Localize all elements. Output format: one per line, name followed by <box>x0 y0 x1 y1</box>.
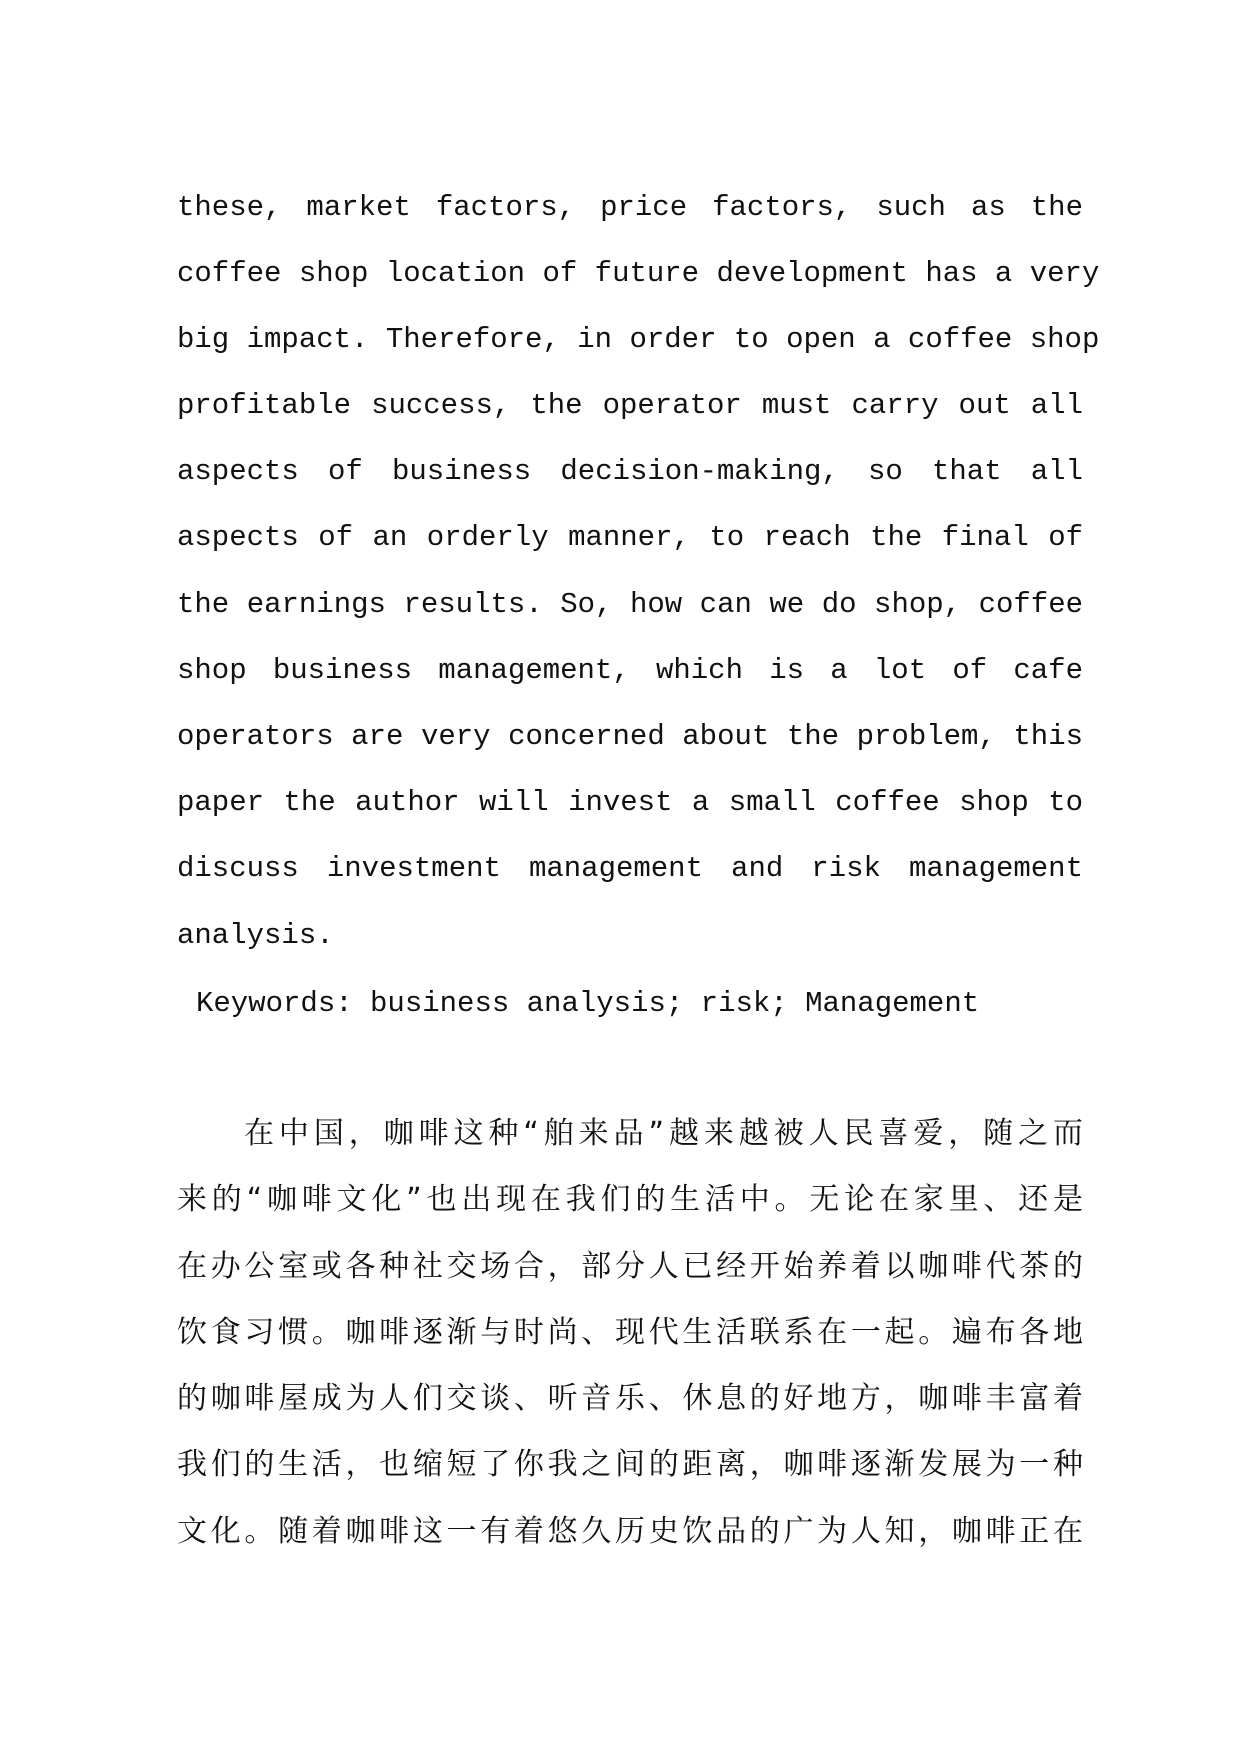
abstract-line: operators are very concerned about the problem, this <box>177 720 1083 753</box>
body-line: 我们的生活，也缩短了你我之间的距离，咖啡逐渐发展为一种 <box>177 1447 1083 1482</box>
abstract-line: these, market factors, price factors, such as the <box>177 191 1083 224</box>
body-line: 在办公室或各种社交场合，部分人已经开始养着以咖啡代茶的 <box>177 1249 1083 1284</box>
body-line: 的咖啡屋成为人们交谈、听音乐、休息的好地方，咖啡丰富着 <box>177 1381 1083 1416</box>
abstract-line: profitable success, the operator must carry out all <box>177 389 1083 422</box>
abstract-line: shop business management, which is a lot of cafe <box>177 654 1083 687</box>
body-line: 饮食习惯。咖啡逐渐与时尚、现代生活联系在一起。遍布各地 <box>177 1315 1083 1350</box>
body-line: 在中国，咖啡这种“舶来品”越来越被人民喜爱，随之而 <box>244 1116 1083 1151</box>
body-line: 文化。随着咖啡这一有着悠久历史饮品的广为人知，咖啡正在 <box>177 1514 1083 1549</box>
abstract-line: aspects of business decision-making, so that all <box>177 455 1083 488</box>
abstract-line: the earnings results. So, how can we do shop, coffee <box>177 588 1083 621</box>
abstract-line: analysis. <box>177 919 334 952</box>
abstract-line: big impact. Therefore, in order to open a coffee shop <box>177 323 1100 356</box>
body-line: 来的“咖啡文化”也出现在我们的生活中。无论在家里、还是 <box>177 1182 1083 1217</box>
abstract-line: coffee shop location of future development has a very <box>177 257 1100 290</box>
abstract-line: aspects of an orderly manner, to reach the final of <box>177 521 1083 554</box>
keywords-line: Keywords: business analysis; risk; Management <box>196 987 980 1020</box>
abstract-line: discuss investment management and risk management <box>177 852 1083 885</box>
abstract-line: paper the author will invest a small coffee shop to <box>177 786 1083 819</box>
